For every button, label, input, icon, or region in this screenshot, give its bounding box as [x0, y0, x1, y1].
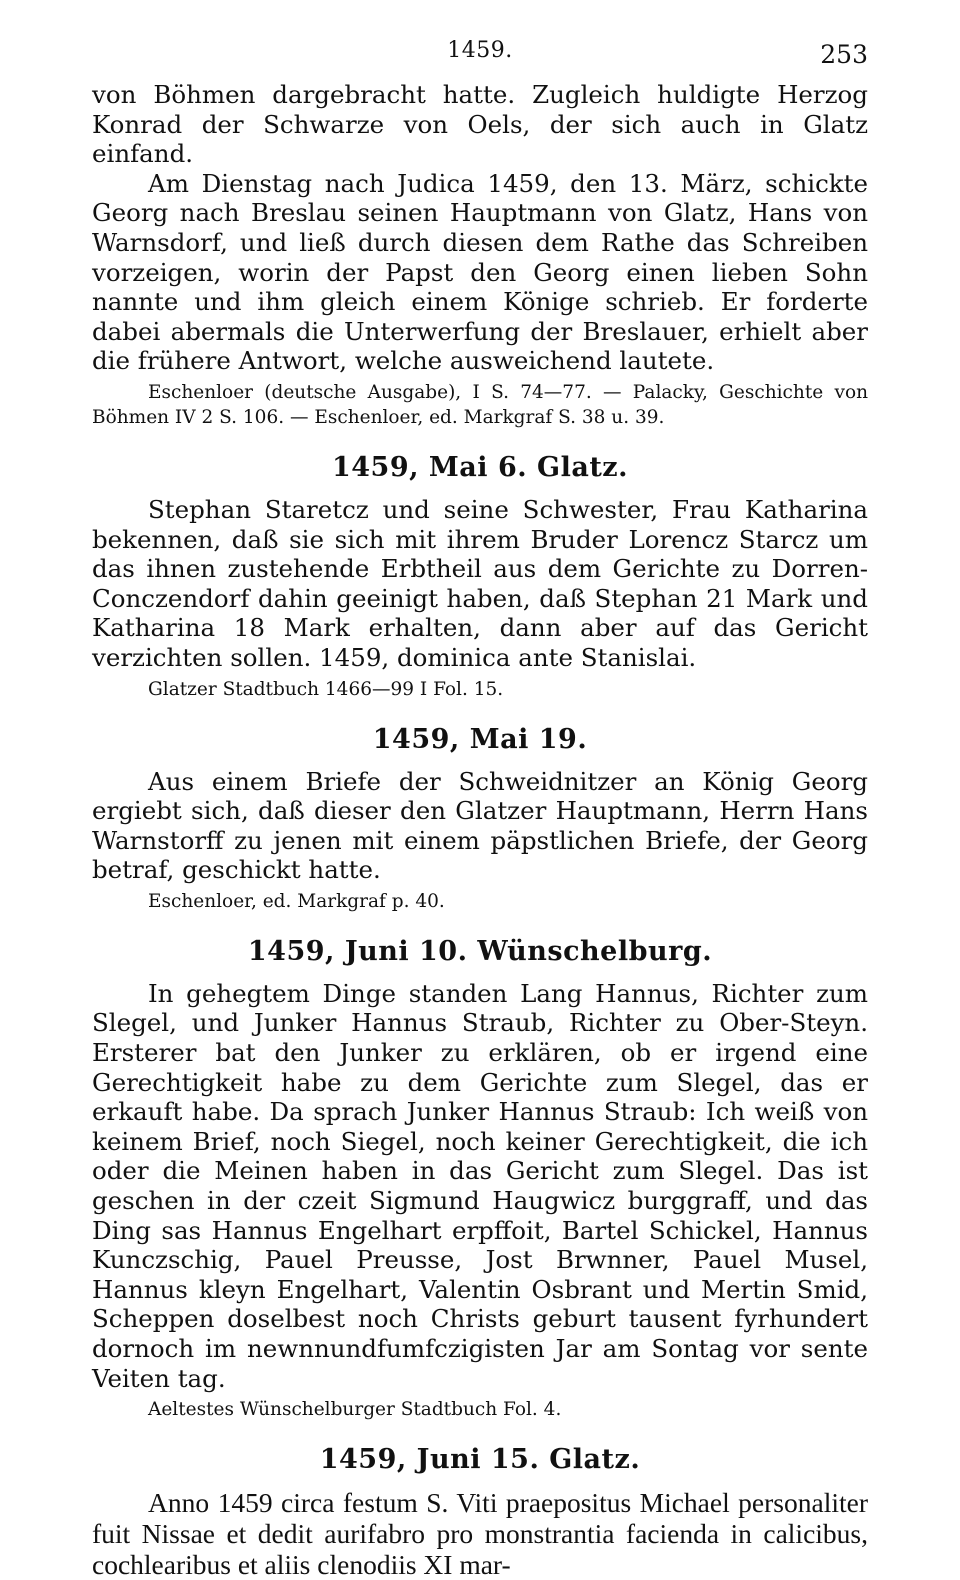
entry-juni-15: [92, 1444, 868, 1580]
running-header: [92, 34, 868, 80]
entry-mai-19: [92, 724, 868, 914]
entry-heading: 1459, Juni 15. Glatz.: [319, 1444, 641, 1476]
entry-juni-10: [92, 936, 868, 1422]
entry-text: In gehegtem Dinge standen Lang Hannus, Richter zum Slegel, und Junker Hannus Straub, Richter zu Ober-Steyn. Ersterer bat den Junker zu erklären, ob er irgend eine Gerechtigkeit habe zu dem Gerichte zum Slegel, das er erkauft habe. Da sprach Junker Hannus Straub: Ich weiß von keinem Brief, noch Siegel, noch keiner Gerechtigkeit, die ich oder die Meinen haben in das Gericht zum Slegel. Das ist geschen in der czeit Sigmund Haugwicz burggraff, und das Ding sas Hannus Engelhart erpffoit, Bartel Schickel, Hannus Kunczschig, Pauel Preusse, Jost Brwnner, Pauel Musel, Hannus kleyn Engelhart, Valentin Osbrant und Mertin Smid, Scheppen doselbest noch Christs geburt tausent fyrhundert dornoch im newnnundfumfczigisten Jar am Sontag vor sente Veiten tag.: [92, 978, 868, 1393]
entry-text-latin: Anno 1459 circa festum S. Viti praepositus Michael personaliter fuit Nissae et dedit aurifabro pro monstrantia facienda in calicibus, cochlearibus et aliis clenodiis XI mar-: [92, 1487, 868, 1580]
page-number: 253: [820, 40, 868, 69]
source-citation: Eschenloer, ed. Markgraf p. 40.: [148, 890, 445, 912]
entry-text: Aus einem Briefe der Schweidnitzer an König Georg ergiebt sich, daß dieser den Glatzer Hauptmann, Herrn Hans Warnstorff zu jenen mit einem päpstlichen Briefe, der Georg betraf, geschickt hatte.: [92, 766, 868, 885]
running-title: 1459.: [447, 38, 513, 63]
source-citation: Aeltestes Wünschelburger Stadtbuch Fol. 4.: [148, 1399, 562, 1421]
entry-mai-6: [92, 452, 868, 702]
entry-heading: 1459, Juni 10. Wünschelburg.: [247, 935, 713, 967]
entry-heading: 1459, Mai 6. Glatz.: [331, 451, 629, 483]
continuation-paragraph: Am Dienstag nach Judica 1459, den 13. März, schickte Georg nach Breslau seinen Hauptmann von Glatz, Hans von Warnsdorf, und ließ durch diesen dem Rathe das Schreiben vorzeigen, worin der Papst den Georg einen lieben Sohn nannte und ihm gleich einem Könige schrieb. Er forderte dabei abermals die Unterwerfung der Breslauer, erhielt aber die frühere Antwort, welche ausweichend lautete.: [92, 168, 868, 376]
source-citation: Glatzer Stadtbuch 1466—99 I Fol. 15.: [148, 678, 504, 700]
continuation-section: [92, 80, 868, 430]
entry-text: Stephan Staretcz und seine Schwester, Frau Katharina bekennen, daß sie sich mit ihrem Bruder Lorencz Starcz um das ihnen zustehende Erbtheil aus dem Gerichte zu Dorren-Conczendorf dahin geeinigt haben, daß Stephan 21 Mark und Katharina 18 Mark erhalten, dann aber auf das Gericht verzichten sollen. 1459, dominica ante Stanislai.: [92, 494, 868, 672]
source-citation: Eschenloer (deutsche Ausgabe), I S. 74—77. — Palacky, Geschichte von Böhmen IV 2 S. 106. — Eschenloer, ed. Markgraf S. 38 u. 39.: [92, 381, 868, 428]
entry-heading: 1459, Mai 19.: [372, 723, 588, 755]
continuation-paragraph: von Böhmen dargebracht hatte. Zugleich huldigte Herzog Konrad der Schwarze von Oels, der sich auch in Glatz einfand.: [92, 80, 868, 169]
